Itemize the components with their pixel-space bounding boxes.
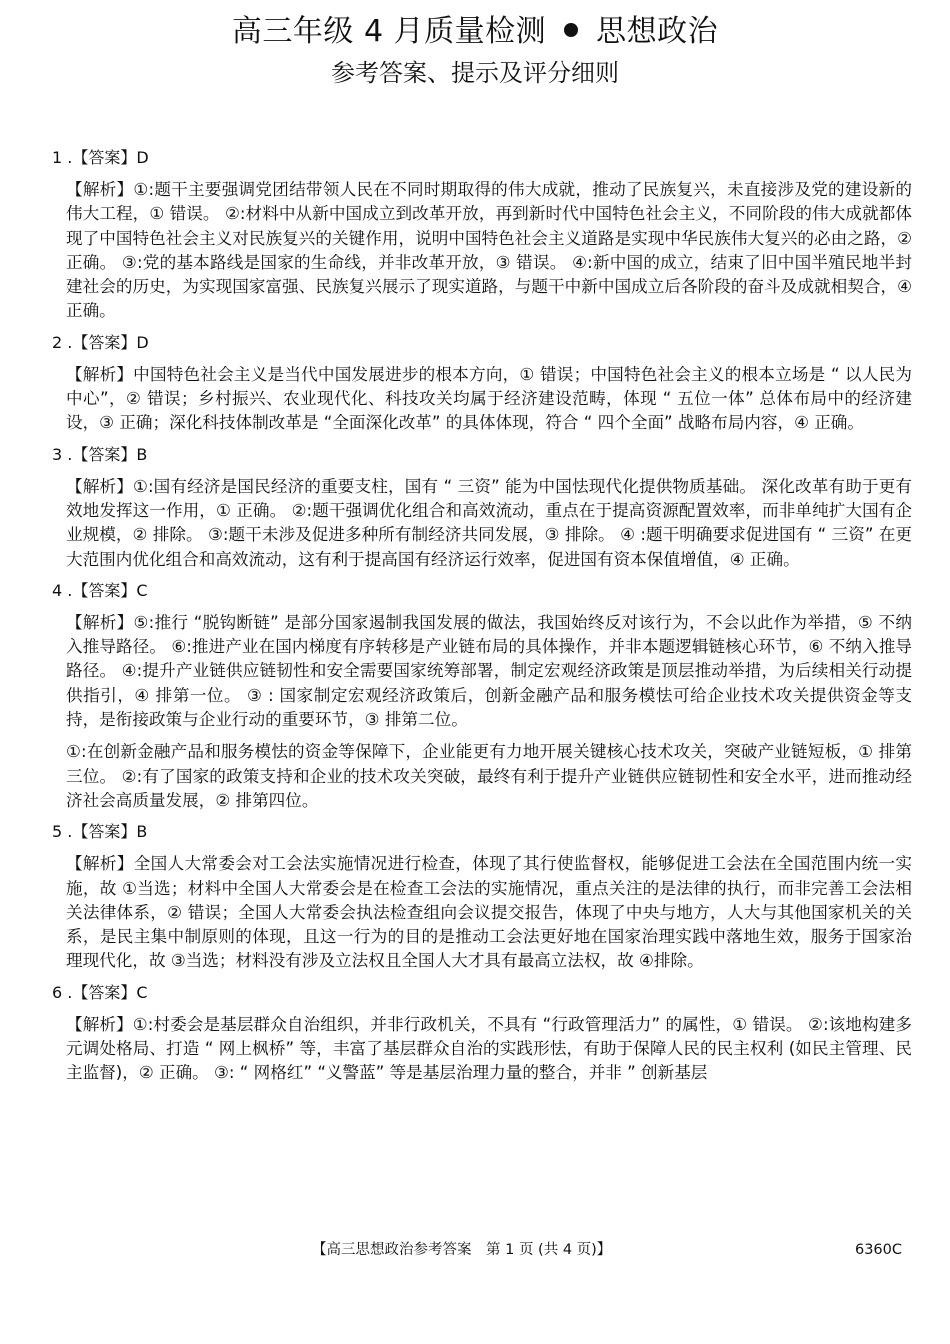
explanation-text: 【解析】①:国有经济是国民经济的重要支柱，国有 “ 三资” 能为中国怯现代化提供物质基础。 深化改革有助于更有效地发挥这一作用，① 正确。 ②:题干强调优化组合和高效流动，重点在于提高资源配置效率，而非单纯扩大国有企业规模，② 排除。 ③:题干未涉及促进多种所有制经济共同发展，③ 排除。 ④ :题干明确要求促进国有 “ 三资” 在更大范围内优化组合和高效流动，这有利于提高国有经济运行效率，促进国有资本保值增值，④ 正确。 — [66, 476, 912, 569]
question-4 — [52, 580, 912, 813]
title-right: 思想政治 — [596, 14, 719, 49]
explanation-text-continued: ①:在创新金融产品和服务模怯的资金等保障下，企业能更有力地开展关键核心技术攻关，突破产业链短板，① 排第三位。 ②:有了国家的政策支持和企业的技术攻关突破，最终有利于提升产业链供应链韧性和安全水平，进而推动经济社会高质量发展，② 排第四位。 — [66, 742, 912, 810]
explanation-text: 【解析】中国特色社会主义是当代中国发展进步的根本方向，① 错误；中国特色社会主义的根本立场是 “ 以人民为中心”，② 错误；乡村振兴、农业现代化、科技攻关均属于经济建设范畴，体现 “ 五位一体” 总体布局中的经济建设，③ 正确；深化科技体制改革是 “全面深化改革” 的具体体现，符合 “ 四个全面” 战略布局内容，④ 正确。 — [66, 364, 912, 433]
answer-line: 6 .【答案】C — [52, 982, 148, 1002]
footer-code: 6360C — [854, 1242, 902, 1258]
answer-line: 2 .【答案】D — [52, 332, 149, 352]
answer-line: 5 .【答案】B — [52, 822, 148, 842]
explanation-text: 【解析】①:题干主要强调党团结带领人民在不同时期取得的伟大成就，推动了民族复兴，未直接涉及党的建设新的伟大工程，① 错误。 ②:材料中从新中国成立到改革开放，再到新时代中国特色社会主义，不同阶段的伟大成就都体现了中国特色社会主义对民族复兴的关键作用，说明中国特色社会主义道路是实现中华民族伟大复兴的必由之路，② 正确。 ③:党的基本路线是国家的生命线，并非改革开放，③ 错误。 ④:新中国的成立，结束了旧中国半殖民地半封建社会的历史，为实现国家富强、民族复兴展示了现实道路，与题干中新中国成立后各阶段的奋斗及成就相契合，④ 正确。 — [66, 180, 912, 321]
question-5 — [52, 821, 912, 973]
explanation-text: 【解析】全国人大常委会对工会法实施情况进行检查，体现了其行使监督权，能够促进工会法在全国范围内统一实施，故 ①当选；材料中全国人大常委会是在检查工会法的实施情况，重点关注的是法律的执行，而非完善工会法相关法律体系，② 错误；全国人大常委会执法检查组向会议提交报告，体现了中央与地方，人大与其他国家机关的关系，是民主集中制原则的体现，且这一行为的目的是推动工会法更好地在国家治理实践中落地生效，服务于国家治理现代化，故 ③当选；材料没有涉及立法权且全国人大才具有最高立法权，故 ④排除。 — [66, 854, 912, 971]
question-6 — [52, 982, 912, 1086]
answer-line: 3 .【答案】B — [52, 444, 148, 464]
question-2 — [52, 332, 912, 436]
page-subtitle: 参考答案、提示及评分细则 — [331, 59, 619, 87]
answer-line: 4 .【答案】C — [52, 580, 148, 600]
question-1 — [52, 147, 912, 324]
bullet-dot-icon — [564, 23, 578, 37]
answer-list — [52, 147, 912, 1094]
page-title — [0, 12, 950, 52]
explanation-text: 【解析】⑤:推行 “脱钩断链” 是部分国家遏制我国发展的做法，我国始终反对该行为，不会以此作为举措，⑤ 不纳入推导路径。 ⑥:推进产业在国内梯度有序转移是产业链布局的具体操作，并非本题逻辑链核心环节，⑥ 不纳入推导路径。 ④:提升产业链供应链韧性和安全需要国家统筹部署，制定宏观经济政策是顶层推动举措，为后续相关行动提供指引，④ 排第一位。 ③ : 国家制定宏观经济政策后，创新金融产品和服务模怯可给企业技术攻关提供资金等支持，是衔接政策与企业行动的重要环节，③ 排第二位。 — [66, 612, 912, 730]
footer-page-info: 【高三思想政治参考答案 第 1 页 (共 4 页)】 — [312, 1242, 612, 1258]
question-3 — [52, 444, 912, 572]
explanation-text: 【解析】①:村委会是基层群众自治组织，并非行政机关，不具有 “行政管理活力” 的属性，① 错误。 ②:该地构建多元调处格局、打造 “ 网上枫桥” 等，丰富了基层群众自治的实践形怯，有助于保障人民的民主权利 (如民主管理、民主监督)，② 正确。 ③: “ 网格红” “义警蓝” 等是基层治理力量的整合，并非 ” 创新基层 — [66, 1014, 912, 1083]
title-left: 高三年级 4 月质量检测 — [231, 14, 547, 49]
answer-line: 1 .【答案】D — [52, 148, 149, 167]
